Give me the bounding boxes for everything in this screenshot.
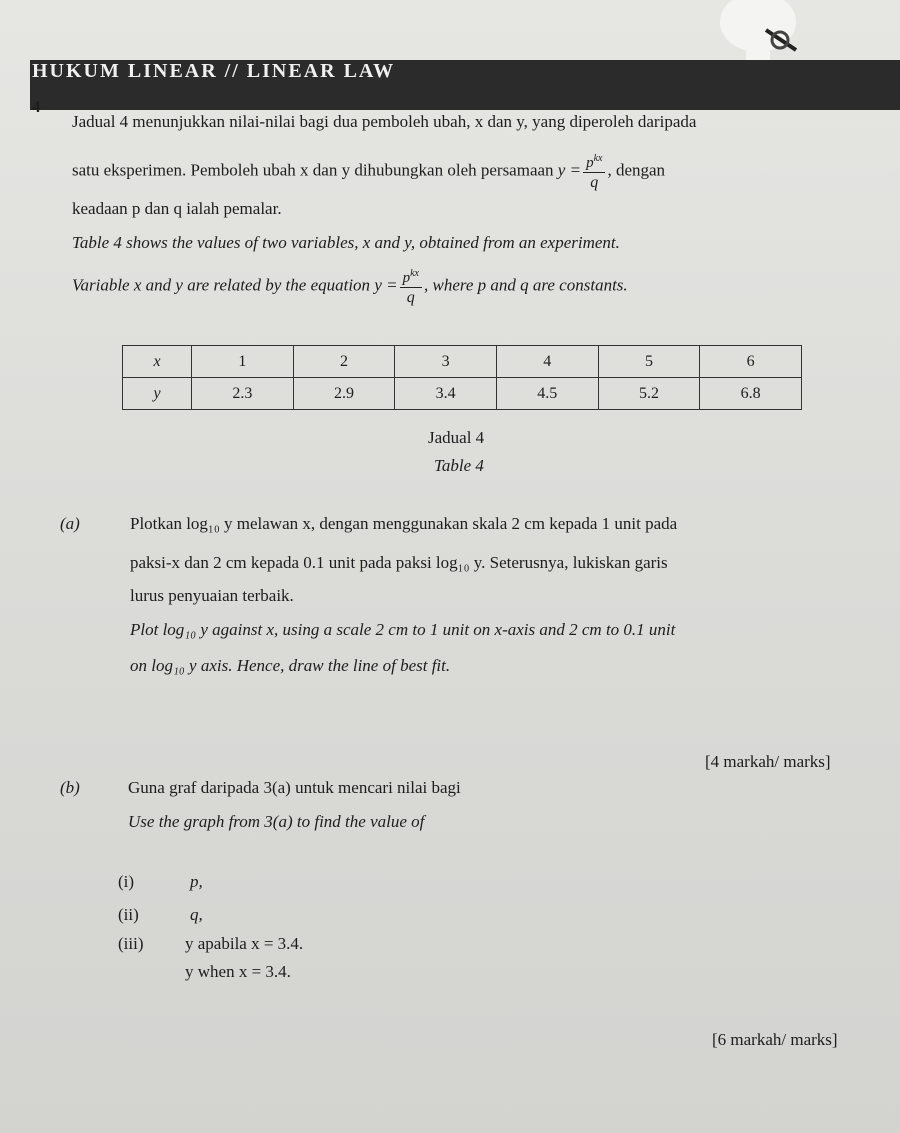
part-b-item-label: (iii) [118,934,144,953]
part-b-item-text-en: y when x = 3.4. [185,962,291,981]
table-cell-y: 3.4 [395,378,497,410]
equation-denominator: q [590,174,599,191]
question-en-line-2 [72,265,628,308]
question-ms-line-2-text: satu eksperimen. Pemboleh ubah x dan y dihubungkan oleh persamaan [72,160,554,180]
equation-fraction-en [400,265,422,308]
question-ms-line-2-end: , dengan [607,160,666,180]
part-b-marks: [6 markah/ marks] [712,1030,838,1049]
table-cell-x: 6 [700,346,802,378]
question-ms-line-3: keadaan p dan q ialah pemalar. [72,199,282,218]
equation-lhs: y = [557,160,582,180]
equation-numerator-en: p [402,270,411,286]
table-header-y: y [123,378,192,410]
part-a-marks: [4 markah/ marks] [705,752,831,771]
part-b-item-text: q, [190,905,203,924]
table-cell-y: 5.2 [598,378,700,410]
question-number: 4 [32,97,41,116]
table-caption-en: Table 4 [434,456,484,475]
banner-title: HUKUM LINEAR // LINEAR LAW [32,60,396,82]
table-cell-x: 2 [293,346,395,378]
part-a-label: (a) [60,514,80,533]
equation-denominator-en: q [406,289,415,306]
equation-exponent: kx [593,153,603,164]
table-cell-x: 5 [598,346,700,378]
part-b-en-line: Use the graph from 3(a) to find the value of [128,812,425,831]
part-a-en-line-2: on log₁₀ y axis. Hence, draw the line of best fit. [130,656,451,675]
part-a-ms-line-1: Plotkan log₁₀ y melawan x, dengan menggunakan skala 2 cm kepada 1 unit pada [130,514,678,533]
table-header-x: x [123,346,192,378]
part-b-ms-line: Guna graf daripada 3(a) untuk mencari nilai bagi [128,778,461,797]
question-en-line-1: Table 4 shows the values of two variables, x and y, obtained from an experiment. [72,233,620,252]
question-en-line-2-text: Variable x and y are related by the equation [72,275,371,295]
table-cell-y: 6.8 [700,378,802,410]
table-cell-y: 2.9 [293,378,395,410]
table-cell-x: 3 [395,346,497,378]
part-b-label: (b) [60,778,80,797]
data-table [122,345,802,410]
table-row-y [123,378,802,410]
part-a-ms-line-3: lurus penyuaian terbaik. [130,586,294,605]
question-ms-line-2 [72,150,665,193]
part-a-ms-line-2: paksi-x dan 2 cm kepada 0.1 unit pada paksi log₁₀ y. Seterusnya, lukiskan garis [130,553,668,572]
equation-fraction [583,150,605,193]
table-cell-x: 4 [496,346,598,378]
part-b-item-text: p, [190,872,203,891]
part-b-item-label: (ii) [118,905,139,924]
question-en-line-2-end: , where p and q are constants. [423,275,628,295]
table-cell-y: 4.5 [496,378,598,410]
table-cell-y: 2.3 [192,378,294,410]
equation-lhs-en: y = [374,275,398,295]
table-caption-ms: Jadual 4 [428,428,485,447]
equation-numerator: p [586,155,594,171]
part-b-item-label: (i) [118,872,135,891]
part-a-en-line-1: Plot log₁₀ y against x, using a scale 2 cm to 1 unit on x-axis and 2 cm to 0.1 unit [130,620,676,639]
equation-exponent-en: kx [410,268,419,279]
table-row-x [123,346,802,378]
question-ms-line-1: Jadual 4 menunjukkan nilai-nilai bagi dua pemboleh ubah, x dan y, yang diperoleh daripada [72,112,697,131]
table-cell-x: 1 [192,346,294,378]
part-b-item-text: y apabila x = 3.4. [185,934,304,953]
